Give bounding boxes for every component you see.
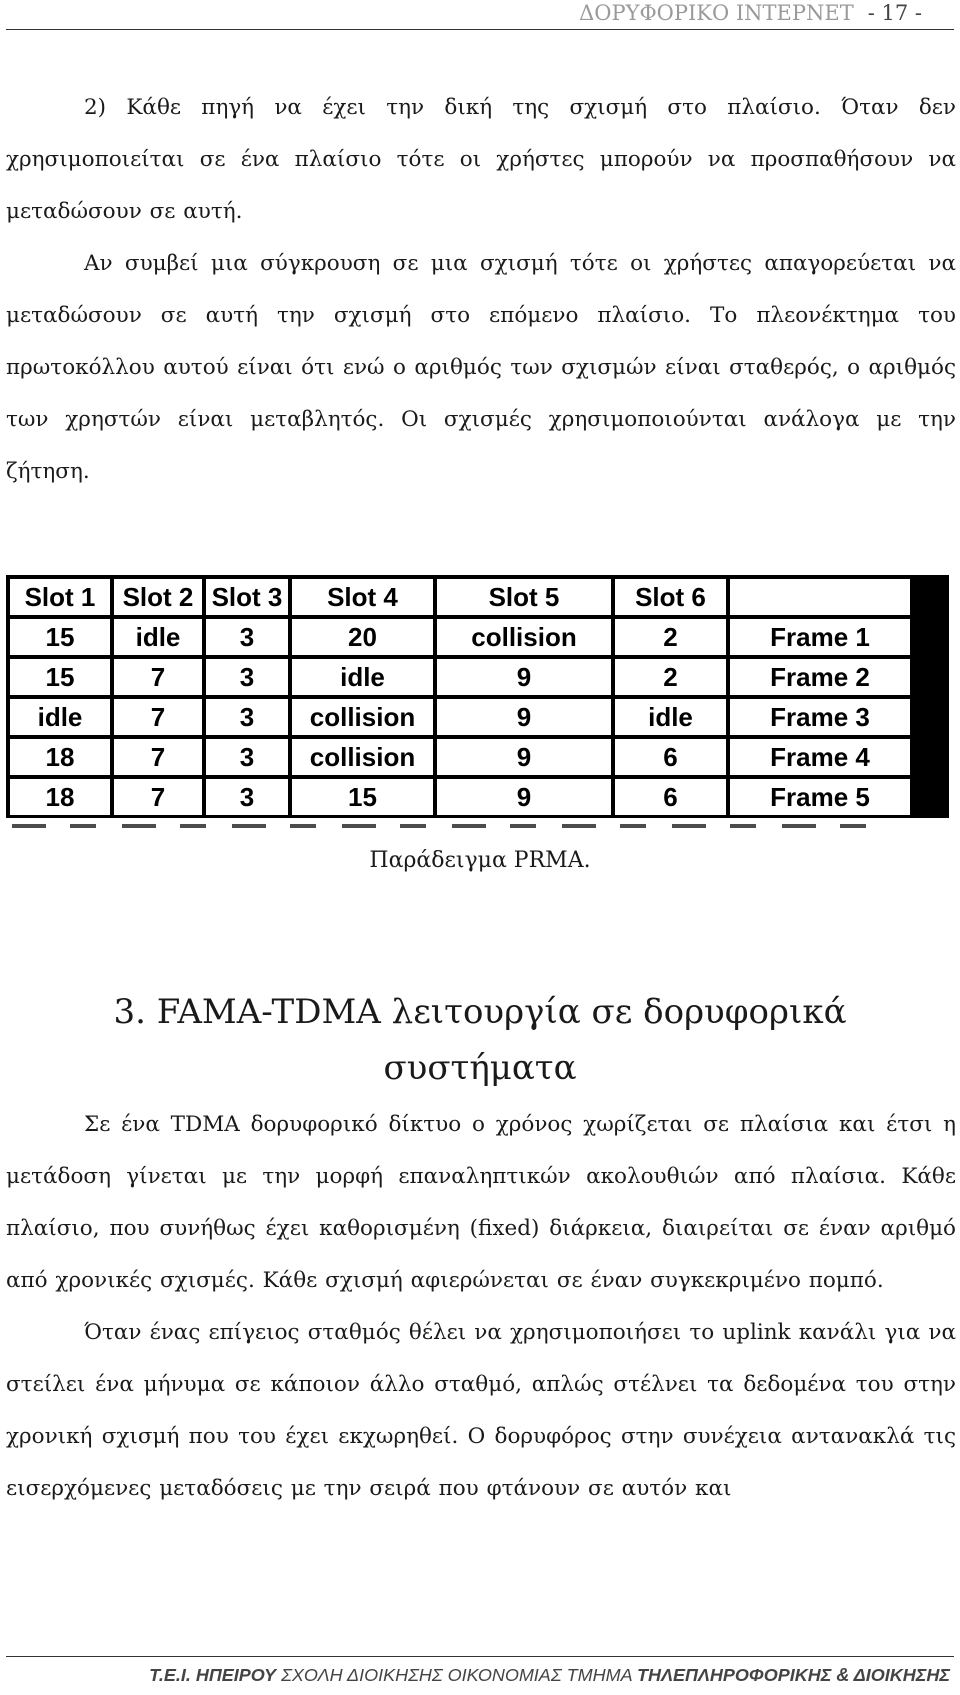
table-cell: Frame 3 [730,699,910,735]
footer-school: ΣΧΟΛΗ ΔΙΟΙΚΗΣΗΣ ΟΙΚΟΝΟΜΙΑΣ ΤΜΗΜΑ [281,1665,632,1685]
table-cutoff-text-fragment [12,824,872,828]
table-cell: 7 [114,779,202,815]
table-header-cell: Slot 5 [437,579,611,615]
table-cell: 3 [206,619,288,655]
table-cell: 7 [114,699,202,735]
table-cell: idle [114,619,202,655]
table-row [10,779,910,815]
table-cell: collision [437,619,611,655]
table-cell: 7 [114,739,202,775]
table-header-cell: Slot 3 [206,579,288,615]
table-cell: 2 [615,659,726,695]
table-row [10,739,910,775]
footer-institution: Τ.Ε.Ι. ΗΠΕΙΡΟΥ [149,1665,277,1685]
table-row [10,699,910,735]
table-cell: 9 [437,779,611,815]
table-cell: Frame 4 [730,739,910,775]
section-heading: 3. FAMA-TDMA λειτουργία σε δορυφορικά συστήματα [113,992,847,1088]
table-cell: 3 [206,699,288,735]
table-cell: 2 [615,619,726,655]
table-cell: 9 [437,699,611,735]
table-row [10,619,910,655]
paragraph-uplink: Όταν ένας επίγειος σταθμός θέλει να χρησιμοποιήσει το uplink κανάλι για να στείλει ένα μήνυμα σε κάποιον άλλο σταθμό, απλώς στέλνει τα δεδομένα του στην χρονική σχισμή που του έχει εκχωρηθεί. Ο δορυφόρος στην συνέχεια αντανακλά τις εισερχόμενες μεταδόσεις με την σειρά που φτάνουν σε αυτόν και [6,1320,956,1501]
table-header-cell [730,579,910,615]
page-number: - 17 - [867,1,922,25]
table-header-cell: Slot 6 [615,579,726,615]
page-footer [0,1665,950,1686]
table-header-cell: Slot 2 [114,579,202,615]
paragraph-slot-rule: 2) Κάθε πηγή να έχει την δική της σχισμή στο πλαίσιο. Όταν δεν χρησιμοποιείται σε ένα πλαίσιο τότε οι χρήστες μπορούν να προσπαθήσουν να μεταδώσουν σε αυτή. [6,95,956,224]
table-cell: 18 [10,779,110,815]
top-text-block [6,82,956,498]
table-cell: 7 [114,659,202,695]
table-cell: 20 [292,619,433,655]
table-cell: 6 [615,739,726,775]
table-header-cell: Slot 4 [292,579,433,615]
header-rule [6,29,954,30]
page-header [0,0,960,30]
prma-table-grid [6,575,914,819]
table-cell: idle [10,699,110,735]
header-text [579,0,922,26]
table-cell: 6 [615,779,726,815]
table-header-row [10,579,910,615]
prma-table [6,575,949,818]
table-cell: Frame 1 [730,619,910,655]
table-cell: Frame 5 [730,779,910,815]
table-cell: 9 [437,739,611,775]
table-header-cell: Slot 1 [10,579,110,615]
table-cell: collision [292,699,433,735]
footer-rule [6,1656,954,1657]
table-cell: idle [615,699,726,735]
table-cell: 15 [10,659,110,695]
bottom-text-block [6,1099,956,1515]
table-caption: Παράδειγμα PRMA. [369,848,591,873]
table-cell: 15 [292,779,433,815]
table-cell: 9 [437,659,611,695]
paragraph-collision-rule: Αν συμβεί μια σύγκρουση σε μια σχισμή τότε οι χρήστες απαγορεύεται να μεταδώσουν σε αυτή την σχισμή στο επόμενο πλαίσιο. Το πλεονέκτημα του πρωτοκόλλου αυτού είναι ότι ενώ ο αριθμός των σχισμών είναι σταθερός, ο αριθμός των χρηστών είναι μεταβλητός. Οι σχισμές χρησιμοποιούνται ανάλογα με την ζήτηση. [6,251,956,484]
table-cell: idle [292,659,433,695]
table-cell: 18 [10,739,110,775]
header-title: ΔΟΡΥΦΟΡΙΚΟ ΙΝΤΕΡΝΕΤ [579,1,854,25]
table-row [10,659,910,695]
table-cell: 15 [10,619,110,655]
table-cell: collision [292,739,433,775]
table-cell: 3 [206,739,288,775]
paragraph-tdma-frames: Σε ένα TDMA δορυφορικό δίκτυο ο χρόνος χωρίζεται σε πλαίσια και έτσι η μετάδοση γίνεται με την μορφή επαναληπτικών ακολουθιών από πλαίσια. Κάθε πλαίσιο, που συνήθως έχει καθορισμένη (fixed) διάρκεια, διαιρείται σε έναν αριθμό από χρονικές σχισμές. Κάθε σχισμή αφιερώνεται σε έναν συγκεκριμένο πομπό. [6,1112,956,1293]
table-cell: Frame 2 [730,659,910,695]
footer-department: ΤΗΛΕΠΛΗΡΟΦΟΡΙΚΗΣ & ΔΙΟΙΚΗΣΗΣ [636,1665,950,1685]
table-cell: 3 [206,779,288,815]
table-cell: 3 [206,659,288,695]
